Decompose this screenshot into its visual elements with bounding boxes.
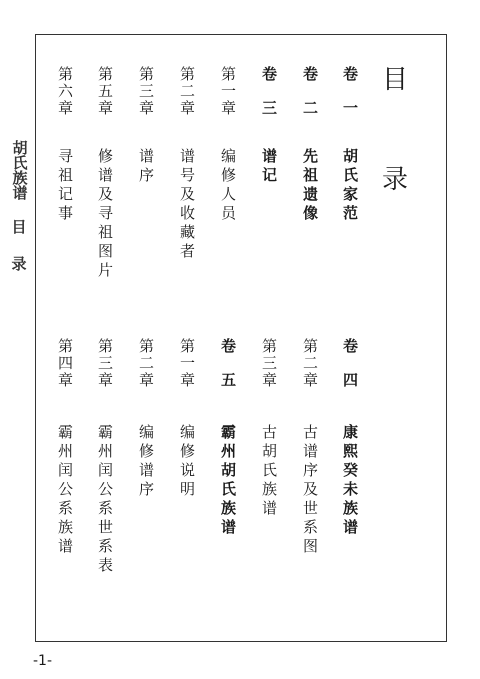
bottom-entry-label: 第二章 <box>301 338 319 389</box>
bottom-entry-title: 康熙癸未族谱 <box>341 424 359 538</box>
top-entry-label: 卷 二 <box>301 66 319 117</box>
bottom-entry-title: 霸州闰公系世系表 <box>96 424 114 576</box>
bottom-entry-title: 古胡氏族谱 <box>260 424 278 519</box>
top-entry-title: 编修人员 <box>219 148 237 224</box>
page-title-char-2: 录 <box>382 165 409 195</box>
bottom-entry-label: 第二章 <box>137 338 155 389</box>
top-entry-title: 谱序 <box>137 148 155 186</box>
page-number: -1- <box>33 653 53 669</box>
top-entry-label: 卷 三 <box>260 66 278 117</box>
top-entry-title: 谱记 <box>260 148 278 186</box>
bottom-entry-label: 卷 五 <box>219 338 237 389</box>
spine-title-text: 胡氏族谱 <box>10 140 29 200</box>
top-entry-title: 谱号及收藏者 <box>178 148 196 262</box>
bottom-entry-label: 第三章 <box>260 338 278 389</box>
bottom-entry-label: 卷 四 <box>341 338 359 389</box>
bottom-entry-title: 霸州胡氏族谱 <box>219 424 237 538</box>
top-entry-label: 第六章 <box>56 66 74 117</box>
bottom-entry-label: 第一章 <box>178 338 196 389</box>
bottom-entry-title: 霸州闰公系族谱 <box>56 424 74 557</box>
top-entry-title: 寻祖记事 <box>56 148 74 224</box>
top-entry-title: 胡氏家范 <box>341 148 359 224</box>
spine-title <box>8 140 30 274</box>
top-entry-label: 卷 一 <box>341 66 359 117</box>
top-entry-title: 先祖遗像 <box>301 148 319 224</box>
page-title <box>382 65 408 195</box>
top-entry-label: 第三章 <box>137 66 155 117</box>
top-entry-label: 第二章 <box>178 66 196 117</box>
bottom-entry-title: 古谱序及世系图 <box>301 424 319 557</box>
bottom-entry-label: 第三章 <box>96 338 114 389</box>
page-title-char-1: 目 <box>382 65 409 95</box>
bottom-entry-label: 第四章 <box>56 338 74 389</box>
top-entry-title: 修谱及寻祖图片 <box>96 148 114 281</box>
bottom-entry-title: 编修说明 <box>178 424 196 500</box>
top-entry-label: 第一章 <box>219 66 237 117</box>
bottom-entry-title: 编修谱序 <box>137 424 155 500</box>
top-entry-label: 第五章 <box>96 66 114 117</box>
spine-subtitle-2: 录 <box>11 255 27 273</box>
spine-subtitle-1: 目 <box>11 218 27 236</box>
